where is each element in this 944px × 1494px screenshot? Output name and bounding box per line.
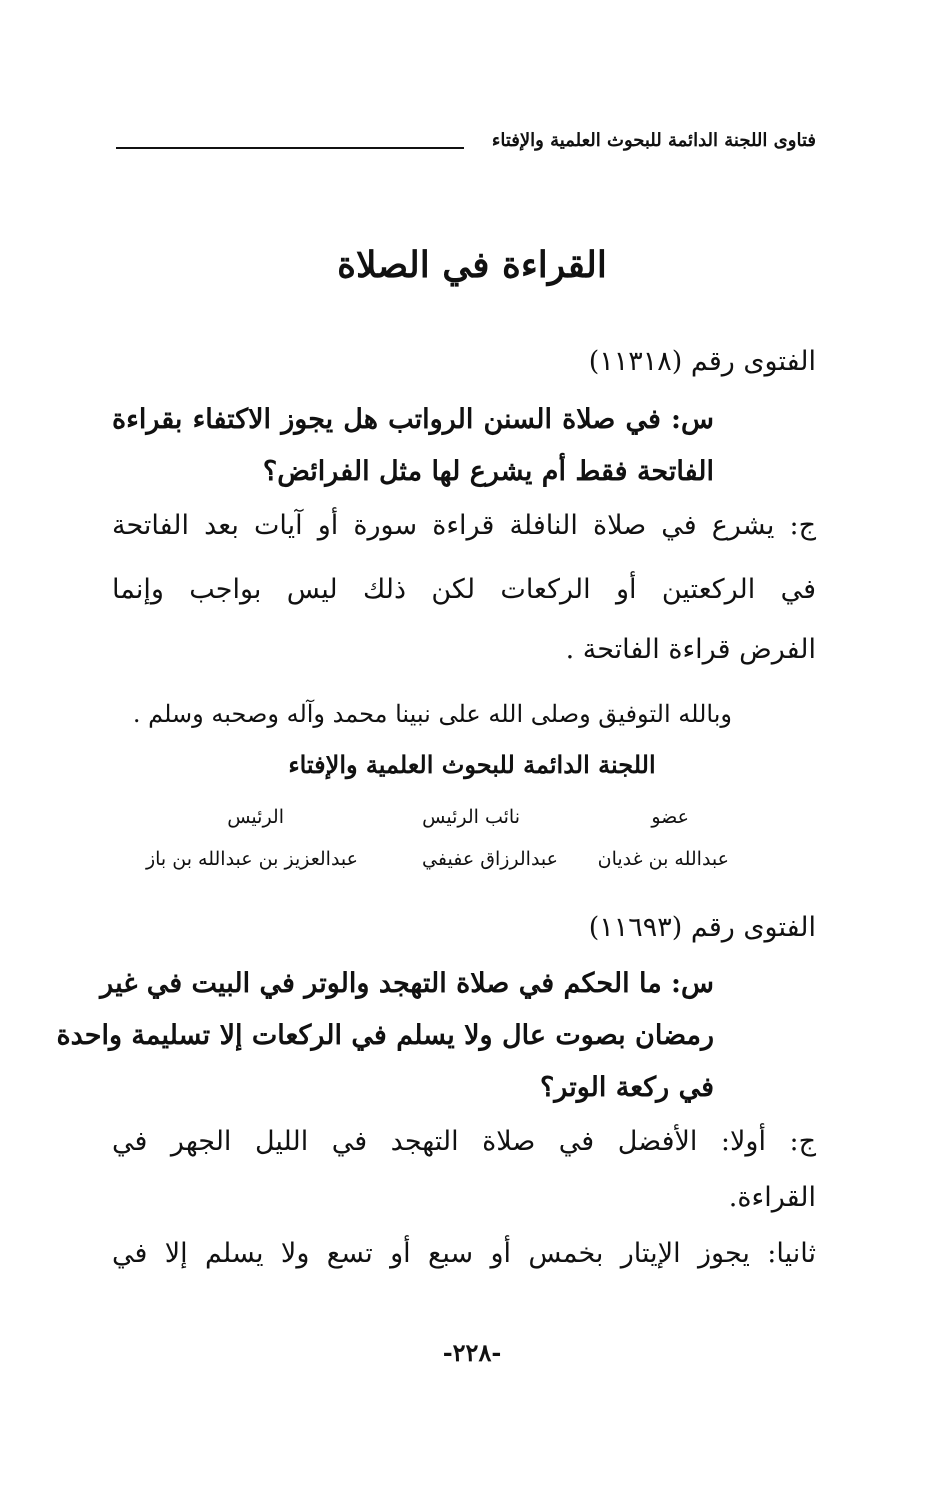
question-line: في ركعة الوتر؟ (539, 1072, 714, 1103)
answer-line: في الركعتين أو الركعات لكن ذلك ليس بواجب وإنما (112, 574, 816, 605)
signature-name-chairman: عبدالعزيز بن عبدالله بن باز (145, 848, 358, 870)
answer-line: ج: يشرع في صلاة النافلة قراءة سورة أو آيات بعد الفاتحة (112, 510, 816, 541)
answer-line: الفرض قراءة الفاتحة . (565, 634, 816, 665)
signature-role-member: عضو (651, 806, 689, 828)
fatwa-number: الفتوى رقم (١١٣١٨) (588, 346, 816, 377)
section-title: القراءة في الصلاة (337, 244, 607, 286)
signature-role-chairman: الرئيس (227, 806, 284, 828)
question-line: الفاتحة فقط أم يشرع لها مثل الفرائض؟ (262, 456, 714, 487)
fatwa-number: الفتوى رقم (١١٦٩٣) (588, 912, 816, 943)
closing-formula: وبالله التوفيق وصلى الله على نبينا محمد وآله وصحبه وسلم . (132, 700, 732, 728)
signature-role-deputy: نائب الرئيس (422, 806, 520, 828)
question-line: رمضان بصوت عال ولا يسلم في الركعات إلا تسليمة واحدة (56, 1020, 714, 1051)
header-rule (116, 147, 464, 149)
answer-line: القراءة. (728, 1182, 816, 1213)
question-line: س: ما الحكم في صلاة التهجد والوتر في البيت في غير (100, 968, 714, 999)
answer-line: ثانيا: يجوز الإيتار بخمس أو سبع أو تسع ولا يسلم إلا في (112, 1238, 816, 1269)
signature-name-deputy: عبدالرزاق عفيفي (422, 848, 558, 870)
signature-name-member: عبدالله بن غديان (597, 848, 729, 870)
question-line: س: في صلاة السنن الرواتب هل يجوز الاكتفاء بقراءة (112, 404, 714, 435)
page-number: -٢٢٨- (442, 1338, 502, 1367)
committee-name: اللجنة الدائمة للبحوث العلمية والإفتاء (288, 750, 656, 779)
answer-line: ج: أولا: الأفضل في صلاة التهجد في الليل الجهر في (112, 1126, 816, 1157)
running-header: فتاوى اللجنة الدائمة للبحوث العلمية والإفتاء (491, 130, 816, 151)
